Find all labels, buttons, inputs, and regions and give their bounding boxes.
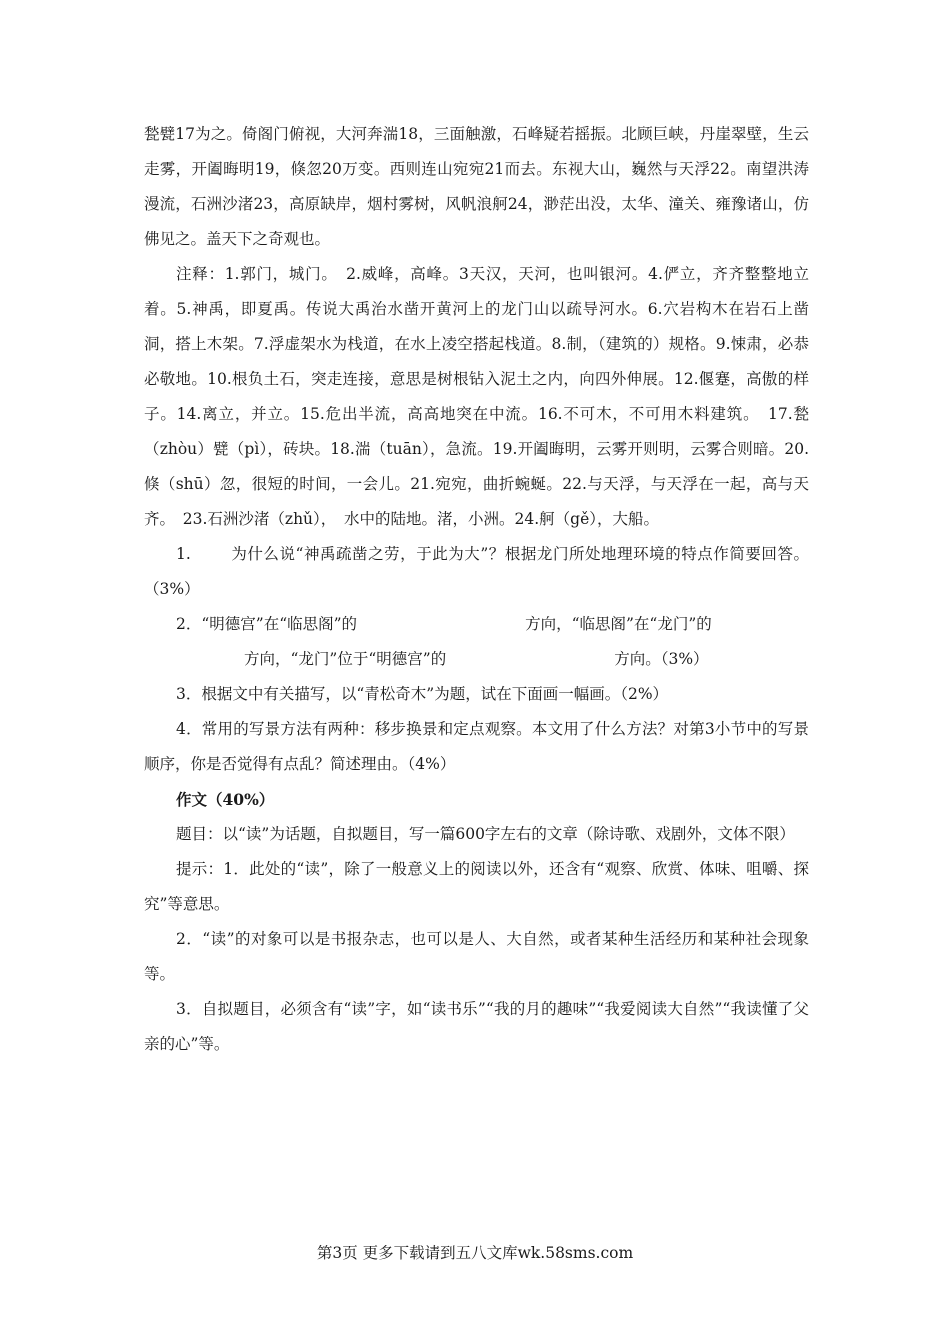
- question-2-part4: 方向。（3%）: [614, 650, 709, 668]
- passage-notes: 注释：1.郭门，城门。 2.威峰，高峰。3天汉，天河，也叫银河。4.俨立，齐齐整整地立着。5.神禹，即夏禹。传说大禹治水凿开黄河上的龙门山以疏导河水。6.穴岩构木在岩石上凿洞，搭上木架。7.浮虚架水为栈道，在水上凌空搭起栈道。8.制，（建筑的）规格。9.悚肃，必恭必敬地。10.根负土石，突走连接，意思是树根钻入泥土之内，向四外伸展。12.偃蹇，高傲的样子。14.离立，并立。15.危出半流，高高地突在中流。16.不可木，不可用木料建筑。 17.甃（zhòu）甓（pì），砖块。18.湍（tuān），急流。19.开阖晦明，云雾开则明，云雾合则暗。20.倏（shū）忽，很短的时间，一会儿。21.宛宛，曲折蜿蜒。22.与天浮，与天浮在一起，高与天齐。 23.石洲沙渚（zhǔ）， 水中的陆地。渚，小洲。24.舸（gě），大船。: [144, 265, 809, 528]
- question-4: 4．常用的写景方法有两种：移步换景和定点观察。本文用了什么方法？对第3小节中的写景顺序，你是否觉得有点乱？简述理由。（4%）: [144, 720, 809, 773]
- question-1-text: 为什么说“神禹疏凿之劳，于此为大”？根据龙门所处地理环境的特点作简要回答。（3%）: [144, 545, 809, 598]
- essay-heading: 作文（40%）: [176, 790, 275, 809]
- question-2-part2: 方向，“临思阁”在“龙门”的: [525, 615, 712, 633]
- question-1: [144, 537, 809, 607]
- question-2-part1: 2．“明德宫”在“临思阁”的: [176, 615, 358, 633]
- question-2: [144, 607, 809, 642]
- question-2-part3: 方向，“龙门”位于“明德宫”的: [244, 650, 447, 668]
- question-3: 3．根据文中有关描写，以“青松奇木”为题，试在下面画一幅画。（2%）: [176, 685, 669, 703]
- essay-topic: 题目：以“读”为话题，自拟题目，写一篇600字左右的文章（除诗歌、戏剧外，文体不限）: [176, 825, 795, 843]
- document-page: [144, 117, 809, 1062]
- essay-tip-1: 提示：1．此处的“读”，除了一般意义上的阅读以外，还含有“观察、欣赏、体味、咀嚼、探究”等意思。: [144, 860, 809, 913]
- essay-tip-2: 2．“读”的对象可以是书报杂志，也可以是人、大自然，或者某种生活经历和某种社会现象等。: [144, 930, 809, 983]
- question-1-number: 1.: [176, 545, 191, 563]
- passage-paragraph: 甃甓17为之。倚阁门俯视，大河奔湍18，三面触激，石峰疑若摇振。北顾巨峡，丹崖翠壁，生云走雾，开阖晦明19，倏忽20万变。西则连山宛宛21而去。东视大山，巍然与天浮22。南望洪涛漫流，石洲沙渚23，高原缺岸，烟村雾树，风帆浪舸24，渺茫出没，太华、潼关、雍豫诸山，仿佛见之。盖天下之奇观也。: [144, 125, 809, 248]
- question-2-continued: [144, 642, 809, 677]
- page-footer: 第3页 更多下载请到五八文库wk.58sms.com: [316, 1244, 634, 1262]
- essay-tip-3: 3．自拟题目，必须含有“读”字，如“读书乐”“我的月的趣味”“我爱阅读大自然”“我读懂了父亲的心”等。: [144, 1000, 809, 1053]
